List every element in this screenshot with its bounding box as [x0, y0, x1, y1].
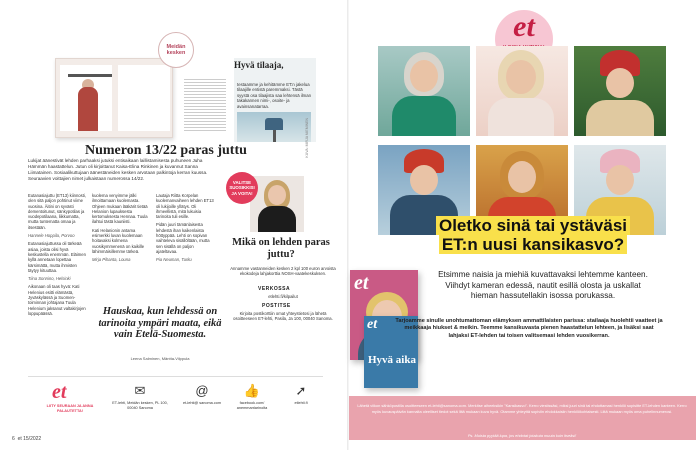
- comment: Eutanasiajuttussa oli tärkeää asiaa, joista olisi hyvä keskustella enemmän. Eläimen kyllä annetaan lopettaa kärsimättä, mutta ihmisten täytyy kituuttaa.: [28, 241, 86, 273]
- verkossa-link[interactable]: etlehti.fi/kilpailut: [268, 294, 298, 299]
- recruit-intro: Etsimme naisia ja miehiä kuvattavaksi lehtemme kanteen. Viihdyt kameran edessä, nautit esillä olosta ja uskallat hieman hassutellakin isossa porukassa.: [438, 270, 648, 300]
- verkossa-heading: VERKOSSA: [258, 286, 291, 292]
- mag-heading: [68, 74, 112, 77]
- at-icon: @: [195, 383, 209, 398]
- recruit-headline: Oletko sinä tai ystäväsi ET:n uusi kansikasvo?: [423, 216, 643, 254]
- recruit-offer: Tarjoamme sinulle unohtumattoman elämyksen ammattilaisten parissa: stailaaja huolehtii vaatteet ja meikkaaja hiukset & meikin. Teemme kansikuvasta pienen haastattelun lehteen, ja lisäksi saat lahjaksi ET-lehden tai toisen valitsemasi lehden vuosikerran.: [395, 318, 663, 339]
- comment: Aikonaan oli taas hyvä: Kati Helenius esitti elämästä, Jyväskylässä ja Suomen-toiminnan johtajana Tuula Helenium jaksanut valtakirjojen loppupäässä.: [28, 284, 86, 316]
- postitse-text: Kirjoita postikorttiin omat yhteystietosi ja lähetä osoitteeseen ET-lehti, Pasila, Ja 100, 00040 Sanoma.: [233, 311, 333, 322]
- footer-website[interactable]: ➚ etlehti.fi: [284, 384, 318, 406]
- photo-woman-light: [476, 46, 568, 136]
- et-footer-logo: et: [52, 381, 67, 403]
- pink-info-text: Lähetä viikon sähköpostilla osoitteeseen et-lehti@sanoma.com. Merkitse aiheeksikin "Kansikasvo". Kerro viestissäsi, miksi juuri sinä tai ehdottamasi henkilö sopisitte ET-lehden kanteen. Kerro myös kuvauspäivän kannalta oleelliset tiedot sekä liitä mukaan kuva hyvä. Otamme yhteyttä sopiviin ehdokkaisiin henkilökohtaisesti. Liitä mukaan myös oma puhelinnumerosi.: [357, 403, 687, 414]
- pull-quote: Hauskaa, kun lehdessä on tarinoita ympäri maata, eikä vain Etelä-Suomesta.: [98, 306, 222, 340]
- photo-woman-green: [378, 46, 470, 136]
- mailbox-icon: [265, 118, 283, 130]
- column-a: [28, 193, 86, 319]
- cursor-icon: ➚: [295, 383, 307, 398]
- photo-woman-red-hat: [574, 46, 666, 136]
- footer-email[interactable]: @ et-lehti@ sanoma.com: [182, 383, 222, 405]
- footer-facebook[interactable]: 👍 facebook.com/ anemmantarinoita: [228, 384, 276, 411]
- thumbs-up-icon: 👍: [243, 383, 261, 398]
- page-number: 6 et 15/2022: [12, 436, 42, 442]
- left-page: [0, 0, 347, 450]
- woman-photo: [250, 176, 304, 232]
- comment: Lautaja Riitta Korpelan kuolemanvaiheen lehden ET13 oli lukijoille yllätys. Oli ihmeellistä, mitä lukuisia tarinoita tuli esille.: [156, 193, 214, 220]
- comment-signature: Hannele Hoppila, Porvoo: [28, 233, 75, 239]
- comment: kuolema venyimme jälki ilmoittamaan kuolemasta. Ohjeen mukaan lääkärit tietää Helanion lupauksesta kertomuksesta Hennaa. Tuula ilahtui tästä kauniisti.: [92, 193, 148, 225]
- mailbox-photo: [237, 112, 311, 142]
- comment: Pidän juuri tämänlaisesta lehdestä ihan kaikenlaista höttyppää. Lehti on sopivan vaihteleva sisällöltään, mutta sen sisällä on paljon ajateltavaa.: [156, 222, 210, 254]
- magazine-cover-2: et Hyvä aika: [364, 316, 418, 388]
- mika-title: Mikä on lehden paras juttu?: [232, 237, 330, 260]
- lead-text: Lukijat äänestivät lehden parhaaksi jutuksi entisaikaan laillistamisesta puhuneen Juha Hämmän haastattelun. Jutun oli kirjoittanut Kaisa-Elina Rinkinen ja kuvannut Sanna Liimatainen. Sosiaalikuttujaan äänestäneiden kesken arvotaan palkintoja kerran kuussa. Seuraavien voittajien nimet julkaistaan numerossa 14/22.: [28, 158, 208, 181]
- person-figure: [78, 87, 98, 131]
- envelope-icon: ✉: [134, 383, 146, 398]
- column-c: [156, 193, 214, 266]
- meidan-kesken-stamp: Meidän kesken: [158, 32, 194, 68]
- comment-signature: Mirja Pihanta, Louna: [92, 257, 131, 263]
- magazine-page-photo: [55, 58, 173, 138]
- postitse-heading: POSTITSE: [262, 303, 291, 309]
- number-title: Numeron 13/22 paras juttu: [85, 143, 247, 158]
- comment-signature: Tiina Sonnino, Helsinki: [28, 276, 71, 282]
- hyva-title: Hyvä tilaaja,: [234, 60, 284, 70]
- pink-info-footnote: Ps. Muista pyytää lupa, jos ehdotat jotakuta muuta kuin itseäsi!: [467, 433, 577, 438]
- pull-quote-author: Leena Salminen, Mäntta-Vilppula: [130, 356, 190, 361]
- photo-credit: KUVA: MIRJA NIEMINEN: [305, 118, 309, 158]
- comment: Kati Helanionin antama esimerkki luvan kuolemaan hoitavaksi kolmena vuosikymmenenä on kaikille lähimmäisillemme tärkeä.: [92, 227, 145, 254]
- comment: Eutanasiajuttu (ET13) kiinnosti, olen sitä paljon pohtinut viime vuosina. Äitini on syvästi dementoitunut, sänkypotilas ja vuodepotilaana, liikkumatta, mutta tuntematta omaa ja itsestään.: [28, 193, 86, 230]
- footer-postal: ✉ ET-lehti, Meidän kesken, PL 100, 00040 Sanoma: [110, 384, 170, 411]
- hyva-text: testaamme ja kehitämme ET:n jakelua tilaajille entistä paremmaksi. Tästä syystä osa tilaajista saa lehtensä ilman takakannen nimi-, osoite- ja avainsanatarraa.: [237, 82, 312, 109]
- valitse-badge: VALITSE SUOSIKKISI JA VOITA!: [226, 172, 258, 204]
- mika-text: Annamme vastanneiden kesken 2 kpl 100 euron arvoista ekokodeja lahjakorttia NOSH-vaatekeskuksen.: [230, 266, 336, 277]
- column-b: [92, 193, 150, 266]
- et-logo: et: [495, 10, 553, 68]
- join-text: LIITY SEURAAN JA ANNA PALAUTETTA!: [46, 404, 94, 413]
- comment-signature: Pia Neuman, Turku: [156, 257, 192, 263]
- magazine-cover: et: [350, 270, 418, 360]
